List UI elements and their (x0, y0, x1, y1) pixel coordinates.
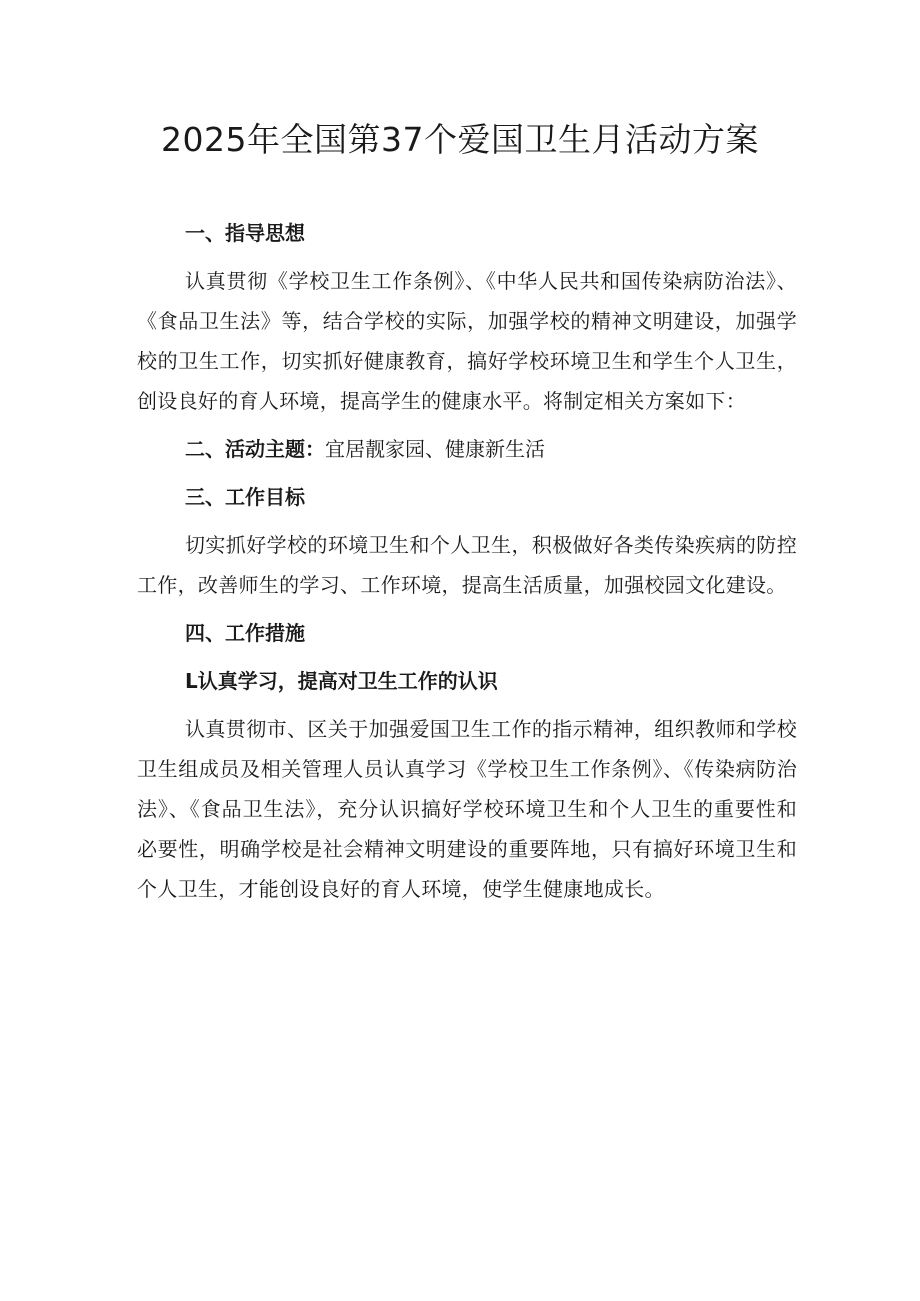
section-heading-work-measures: 四、工作措施 (185, 621, 305, 645)
document-title: 2025年全国第37个爱国卫生月活动方案 (161, 120, 759, 159)
section-heading-guiding-ideology: 一、指导思想 (185, 221, 305, 245)
section-heading-work-goals: 三、工作目标 (185, 485, 305, 509)
document-body (137, 213, 797, 917)
section-heading-activity-theme (137, 429, 797, 469)
subsection-paragraph-study: 认真贯彻市、区关于加强爱国卫生工作的指示精神，组织教师和学校卫生组成员及相关管理人员认真学习《学校卫生工作条例》、《传染病防治法》、《食品卫生法》，充分认识搞好学校环境卫生和个人卫生的重要性和必要性，明确学校是社会精神文明建设的重要阵地，只有搞好环境卫生和个人卫生，才能创设良好的育人环境，使学生健康地成长。 (137, 717, 797, 901)
section-paragraph-guiding-ideology: 认真贯彻《学校卫生工作条例》、《中华人民共和国传染病防治法》、《食品卫生法》等，结合学校的实际，加强学校的精神文明建设，加强学校的卫生工作，切实抓好健康教育，搞好学校环境卫生和学生个人卫生，创设良好的育人环境，提高学生的健康水平。将制定相关方案如下： (137, 269, 797, 413)
activity-theme-label: 二、活动主题： (185, 437, 325, 461)
subsection-heading-study: L认真学习，提高对卫生工作的认识 (185, 669, 498, 693)
section-paragraph-work-goals: 切实抓好学校的环境卫生和个人卫生，积极做好各类传染疾病的防控工作，改善师生的学习、工作环境，提高生活质量，加强校园文化建设。 (137, 533, 797, 597)
activity-theme-value: 宜居靓家园、健康新生活 (325, 437, 545, 461)
